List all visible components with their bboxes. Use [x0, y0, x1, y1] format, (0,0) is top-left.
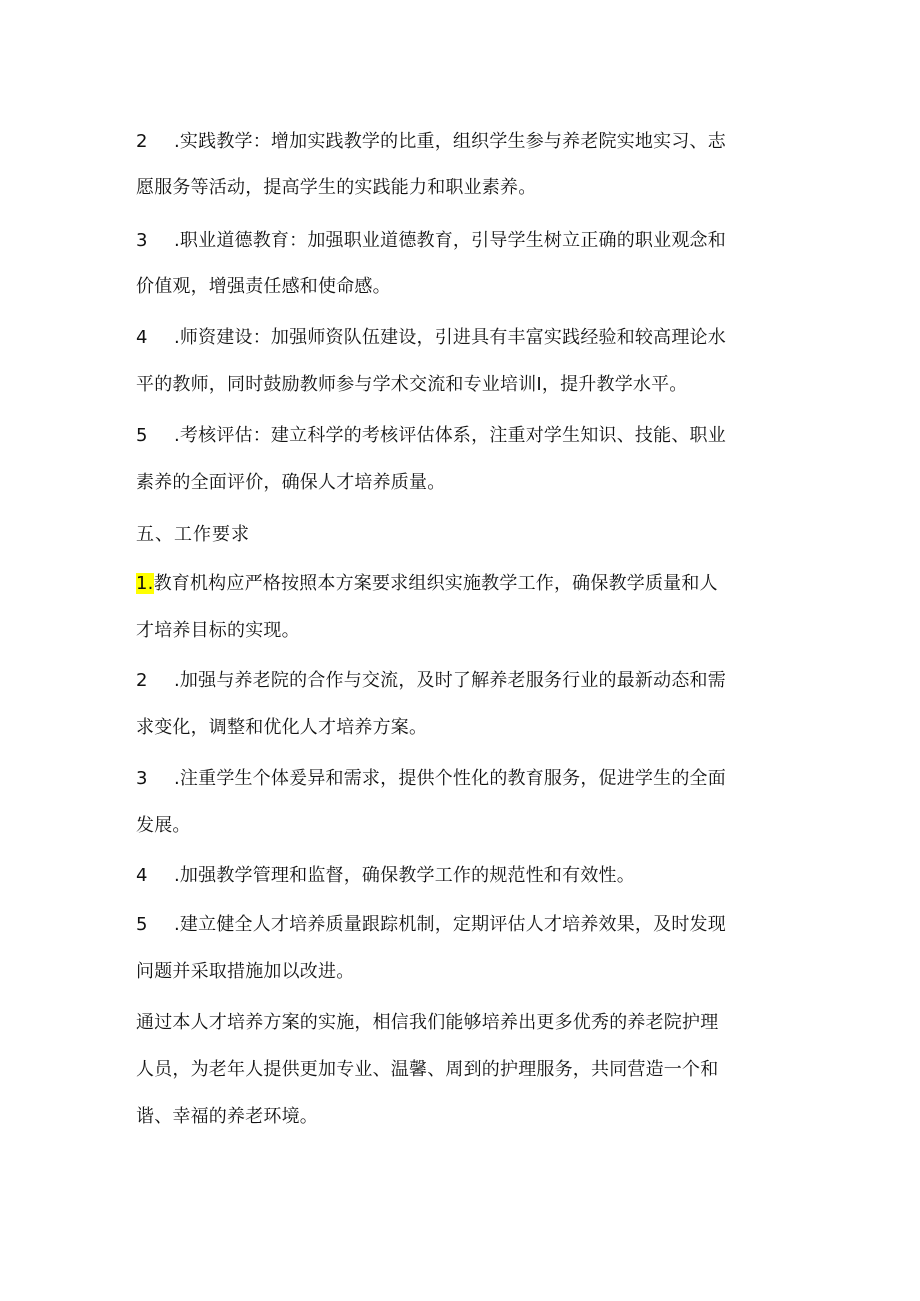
requirement-3-line1: [136, 764, 726, 794]
conclusion-line2: 人员，为老年人提供更加专业、温馨、周到的护理服务，共同营造一个和: [136, 1059, 719, 1080]
item-assessment-line1: [136, 421, 726, 451]
item-text: 教育机构应严格按照本方案要求组织实施教学工作，确保教学质量和人: [153, 573, 718, 594]
item-text: 平的教师，同时鼓励教师参与学术交流和专业培训I，提升教学水平。: [136, 374, 688, 395]
item-text: .考核评估：建立科学的考核评估体系，注重对学生知识、技能、职业: [174, 425, 726, 446]
requirement-4-line1: [136, 861, 635, 891]
conclusion-line1: 通过本人才培养方案的实施，相信我们能够培养出更多优秀的养老院护理: [136, 1012, 719, 1033]
item-faculty-building-line1: [136, 323, 726, 353]
requirement-5-line2: [136, 957, 354, 987]
highlighted-item-number: 1.: [136, 573, 154, 594]
item-number: 2: [136, 131, 148, 152]
item-ethics-education-line1: [136, 226, 726, 256]
item-practice-teaching-line2: [136, 173, 536, 203]
section-heading: 五、工作要求: [136, 524, 250, 545]
item-faculty-building-line2: [136, 370, 688, 400]
conclusion-line3: 谐、幸福的养老环境。: [136, 1106, 318, 1127]
item-assessment-line2: [136, 468, 445, 498]
item-text: .注重学生个体爰异和需求，提供个性化的教育服务，促进学生的全面: [174, 768, 726, 789]
item-text: 求变化，调整和优化人才培养方案。: [136, 717, 428, 738]
item-ethics-education-line2: [136, 272, 391, 302]
item-number: 4: [136, 865, 148, 886]
item-practice-teaching-line1: [136, 127, 726, 157]
item-number: 3: [136, 230, 148, 251]
requirement-1-line2: [136, 616, 300, 646]
requirement-3-line2: [136, 811, 191, 841]
item-number: 5: [136, 914, 148, 935]
item-text: .加强与养老院的合作与交流，及时了解养老服务行业的最新动态和需: [174, 670, 726, 691]
item-text: .职业道德教育：加强职业道德教育，引导学生树立正确的职业观念和: [174, 230, 726, 251]
item-text: 素养的全面评价，确保人才培养质量。: [136, 472, 446, 493]
item-text: 价值观，增强责任感和使命感。: [136, 276, 391, 297]
requirement-2-line2: [136, 713, 427, 743]
requirement-2-line1: [136, 666, 726, 696]
item-number: 2: [136, 670, 148, 691]
item-text: .加强教学管理和监督，确保教学工作的规范性和有效性。: [174, 865, 635, 886]
item-text: 问题并采取措施加以改进。: [136, 961, 355, 982]
requirement-5-line1: [136, 910, 726, 940]
item-number: 4: [136, 327, 148, 348]
item-text: 愿服务等活动，提高学生的实践能力和职业素养。: [136, 177, 537, 198]
item-text: 才培养目标的实现。: [136, 620, 300, 641]
item-text: .建立健全人才培养质量跟踪机制，定期评估人才培养效果，及时发现: [174, 914, 726, 935]
item-text: 发展。: [136, 815, 191, 836]
requirement-1-line1: [136, 569, 718, 599]
item-number: 5: [136, 425, 148, 446]
item-number: 3: [136, 768, 148, 789]
item-text: .师资建设：加强师资队伍建设，引进具有丰富实践经验和较高理论水: [174, 327, 726, 348]
item-text: .实践教学：增加实践教学的比重，组织学生参与养老院实地实习、志: [174, 131, 726, 152]
